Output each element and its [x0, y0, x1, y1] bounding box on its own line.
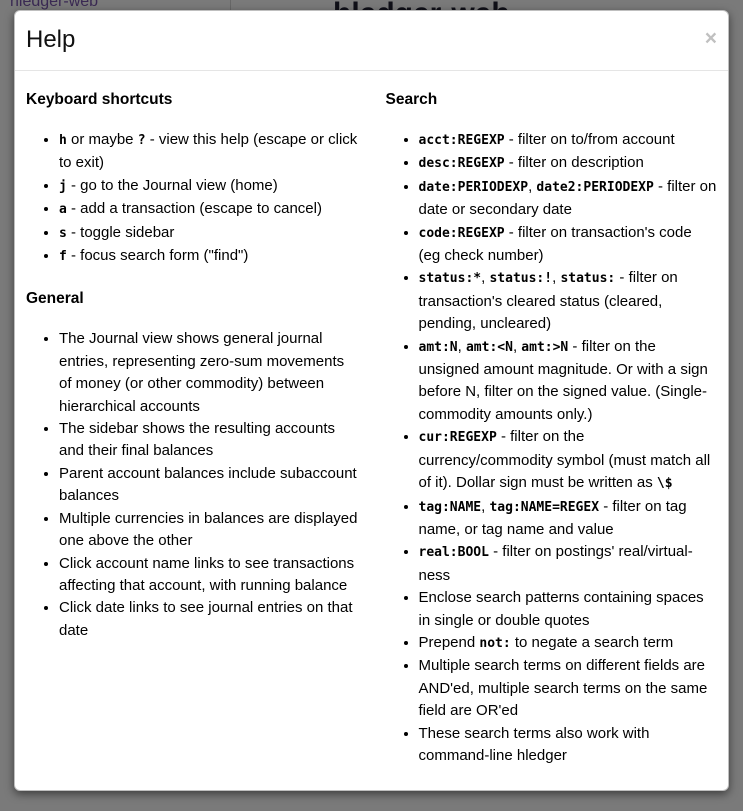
code-span: status:!: [489, 271, 553, 287]
code-span: desc:REGEXP: [418, 156, 505, 172]
list-item: • h or maybe ? - view this help (escape or click to exit): [59, 129, 360, 175]
list-item: • desc:REGEXP - filter on description: [419, 152, 718, 175]
code-span: h: [59, 133, 67, 148]
code-span: tag:NAME=REGEX: [489, 499, 600, 515]
list-item: • The sidebar shows the resulting accounts and their final balances: [59, 418, 360, 463]
code-span: status:: [560, 271, 616, 287]
code-span: code:REGEXP: [418, 225, 505, 241]
bullet-list: [386, 129, 718, 767]
code-span: j: [59, 178, 67, 194]
list-item: • Multiple search terms on different fields are AND'ed, multiple search terms on the same field are OR'ed: [419, 655, 718, 722]
code-span: amt:<N: [465, 339, 513, 355]
code-span: tag:NAME: [418, 499, 482, 515]
modal-title: Help: [26, 26, 76, 53]
list-item: • tag:NAME, tag:NAME=REGEX - filter on tag name, or tag name and value: [419, 496, 718, 542]
list-item: • cur:REGEXP - filter on the currency/commodity symbol (must match all of it). Dollar sign must be written as \$: [419, 426, 718, 495]
list-item: • status:*, status:!, status: - filter on transaction's cleared status (cleared, pending, uncleared): [419, 267, 718, 335]
code-span: amt:>N: [521, 339, 569, 355]
right-column: [372, 73, 718, 788]
section-heading: Search: [385, 91, 438, 108]
code-span: not:: [479, 635, 511, 651]
list-item: • Click date links to see journal entries on that date: [59, 597, 360, 642]
code-span: amt:N: [418, 339, 458, 355]
list-item: • date:PERIODEXP, date2:PERIODEXP - filter on date or secondary date: [419, 176, 718, 222]
list-item: • s - toggle sidebar: [59, 222, 360, 245]
code-span: \$: [656, 476, 673, 492]
code-span: s: [59, 225, 67, 241]
section-heading: General: [26, 290, 84, 308]
list-item: • j - go to the Journal view (home): [59, 175, 360, 198]
left-column: [26, 73, 372, 788]
code-span: date2:PERIODEXP: [536, 179, 654, 195]
list-item: • acct:REGEXP - filter on to/from account: [419, 129, 718, 152]
code-span: ?: [137, 133, 146, 148]
list-item: • a - add a transaction (escape to cancel): [59, 198, 360, 221]
code-span: f: [59, 249, 67, 265]
bullet-list: [26, 129, 360, 268]
section-heading: Keyboard shortcuts: [26, 91, 173, 108]
list-item: • amt:N, amt:<N, amt:>N - filter on the unsigned amount magnitude. Or with a sign before N, filter on the signed value. (Single-commodity amounts only.): [419, 336, 718, 427]
code-span: acct:REGEXP: [418, 133, 505, 148]
bullet-list: [26, 328, 360, 642]
list-item: • The Journal view shows general journal entries, representing zero-sum movements of money (or other commodity) between hierarchical accounts: [59, 328, 360, 418]
code-span: real:BOOL: [418, 545, 489, 561]
list-item: • Click account name links to see transactions affecting that account, with running balance: [59, 553, 360, 598]
code-span: a: [59, 202, 67, 218]
help-modal: [14, 10, 729, 791]
list-item: • Prepend not: to negate a search term: [419, 632, 718, 655]
list-item: • Enclose search patterns containing spaces in single or double quotes: [419, 587, 718, 632]
list-item: • code:REGEXP - filter on transaction's code (eg check number): [419, 222, 718, 268]
code-span: date:PERIODEXP: [418, 179, 529, 195]
modal-body: [15, 71, 728, 808]
list-item: • Multiple currencies in balances are displayed one above the other: [59, 508, 360, 553]
list-item: • These search terms also work with command-line hledger: [419, 723, 718, 768]
list-item: • real:BOOL - filter on postings' real/virtual-ness: [419, 541, 718, 587]
list-item: • Parent account balances include subaccount balances: [59, 463, 360, 508]
code-span: status:*: [418, 271, 482, 287]
close-icon[interactable]: ×: [704, 27, 717, 50]
modal-header: [15, 11, 728, 71]
code-span: cur:REGEXP: [418, 430, 497, 446]
list-item: • f - focus search form ("find"): [59, 245, 360, 268]
